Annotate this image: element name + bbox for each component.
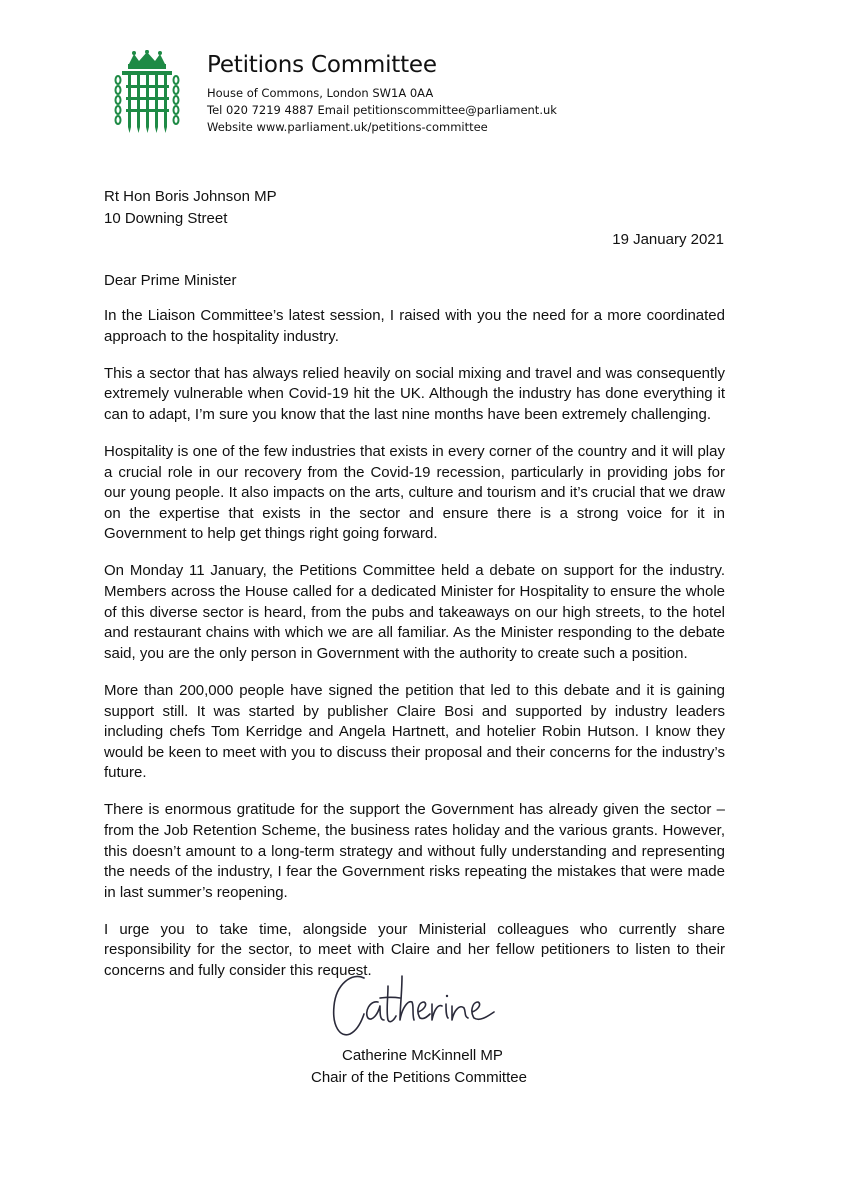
letter-body: [104, 306, 725, 998]
letter-date: 19 January 2021: [612, 231, 724, 248]
committee-website: Website www.parliament.uk/petitions-committee: [207, 120, 488, 134]
committee-name: Petitions Committee: [207, 52, 437, 78]
body-paragraph: There is enormous gratitude for the support the Government has already given the sector – from the Job Retention Scheme, the business rates holiday and the various grants. However, this doesn’t amount to a long-term strategy and without fully understanding and representing the needs of the industry, I fear the Government risks repeating the mistakes that were made in last summer’s reopening.: [104, 801, 725, 901]
salutation: Dear Prime Minister: [104, 272, 237, 289]
portcullis-icon: [112, 50, 182, 134]
signer-title: Chair of the Petitions Committee: [311, 1069, 527, 1086]
body-paragraph: On Monday 11 January, the Petitions Committee held a debate on support for the industry. Members across the House called for a dedicated Minister for Hospitality to ensure the whole of this diverse sector is heard, from the pubs and takeaways on our high streets, to the hotel and restaurant chains with which we are all familiar. As the Minister responding to the debate said, you are the only person in Government with the authority to create such a position.: [104, 562, 725, 662]
body-paragraph: I urge you to take time, alongside your Ministerial colleagues who currently share responsibility for the sector, to meet with Claire and her fellow petitioners to listen to their concerns and fully consider this request.: [104, 920, 725, 980]
committee-contact: Tel 020 7219 4887 Email petitionscommittee@parliament.uk: [207, 103, 557, 117]
signer-name: Catherine McKinnell MP: [342, 1047, 503, 1064]
recipient-name: Rt Hon Boris Johnson MP: [104, 188, 277, 205]
body-paragraph: More than 200,000 people have signed the petition that led to this debate and it is gaining support still. It was started by publisher Claire Bosi and supported by industry leaders including chefs Tom Kerridge and Angela Hartnett, and hotelier Robin Hutson. I know they would be keen to meet with you to discuss their proposal and their concerns for the industry’s future.: [104, 681, 725, 782]
recipient-address: 10 Downing Street: [104, 210, 228, 227]
body-paragraph: Hospitality is one of the few industries that exists in every corner of the country and it will play a crucial role in our recovery from the Covid-19 recession, particularly in providing jobs for our young people. It also impacts on the arts, culture and tourism and it’s crucial that we draw on the expertise that exists in the sector and ensure there is a strong voice for it in Government to help get things right going forward.: [104, 442, 725, 543]
body-paragraph: In the Liaison Committee’s latest session, I raised with you the need for a more coordinated approach to the hospitality industry.: [104, 307, 725, 345]
handwritten-signature: [326, 968, 501, 1040]
committee-address: House of Commons, London SW1A 0AA: [207, 86, 434, 100]
body-paragraph: This a sector that has always relied heavily on social mixing and travel and was consequently extremely vulnerable when Covid-19 hit the UK. Although the industry has done everything it can to adapt, I’m sure you know that the last nine months have been extremely challenging.: [104, 364, 725, 423]
